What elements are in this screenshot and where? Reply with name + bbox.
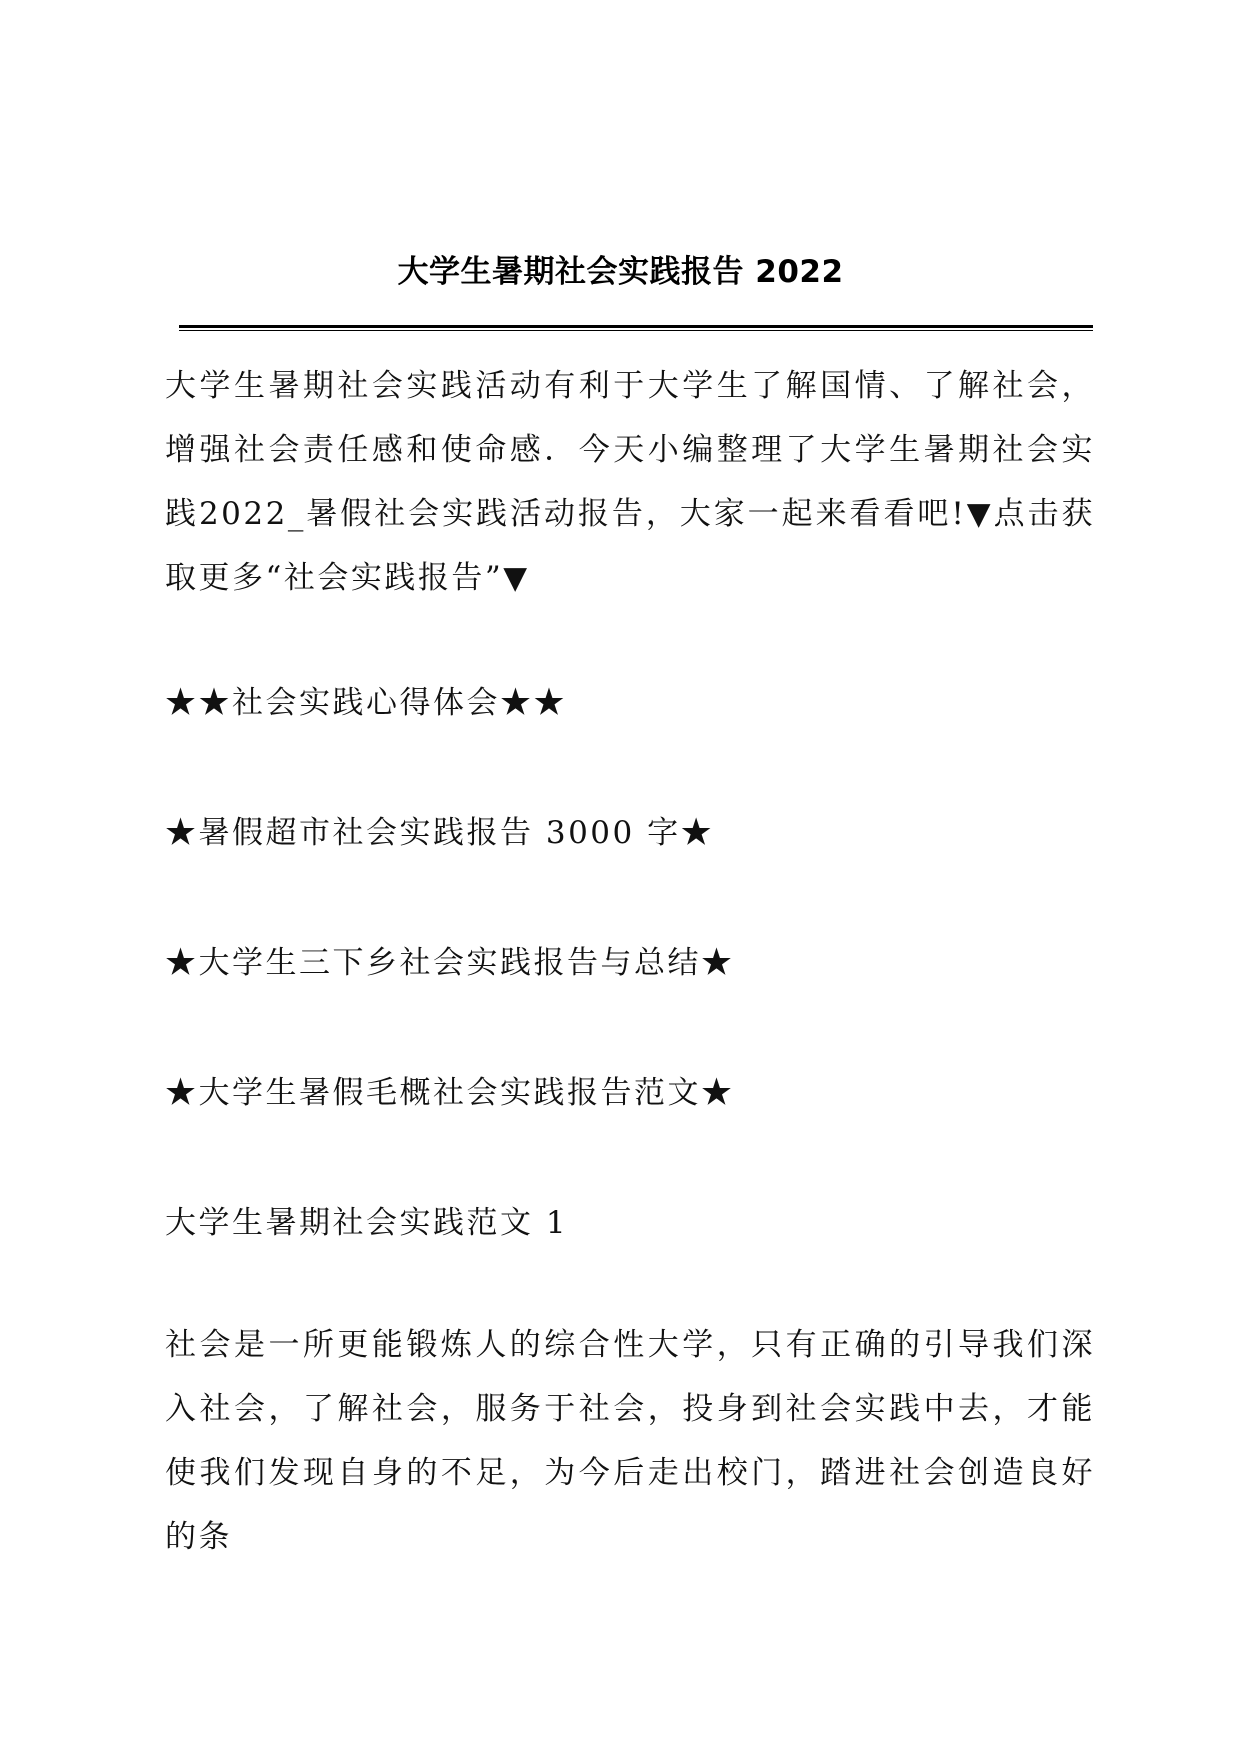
intro-paragraph: 大学生暑期社会实践活动有利于大学生了解国情、了解社会，增强社会责任感和使命感．今天小编整理了大学生暑期社会实践2022_暑假社会实践活动报告，大家一起来看看吧!▼点击获取更多“社会实践报告”▼ [165, 368, 1095, 596]
link-three-to-countryside-report[interactable]: ★大学生三下乡社会实践报告与总结★ [165, 945, 735, 981]
title-divider [179, 325, 1093, 331]
link-supermarket-practice-report[interactable]: ★暑假超市社会实践报告 3000 字★ [165, 815, 715, 851]
document-title: 大学生暑期社会实践报告 2022 [397, 254, 844, 290]
link-social-practice-experience[interactable]: ★★社会实践心得体会★★ [165, 685, 567, 721]
link-maogai-practice-report[interactable]: ★大学生暑假毛概社会实践报告范文★ [165, 1075, 735, 1111]
section-heading: 大学生暑期社会实践范文 1 [165, 1205, 569, 1241]
body-paragraph: 社会是一所更能锻炼人的综合性大学，只有正确的引导我们深入社会，了解社会，服务于社会，投身到社会实践中去，才能使我们发现自身的不足，为今后走出校门，踏进社会创造良好的条 [165, 1327, 1095, 1555]
